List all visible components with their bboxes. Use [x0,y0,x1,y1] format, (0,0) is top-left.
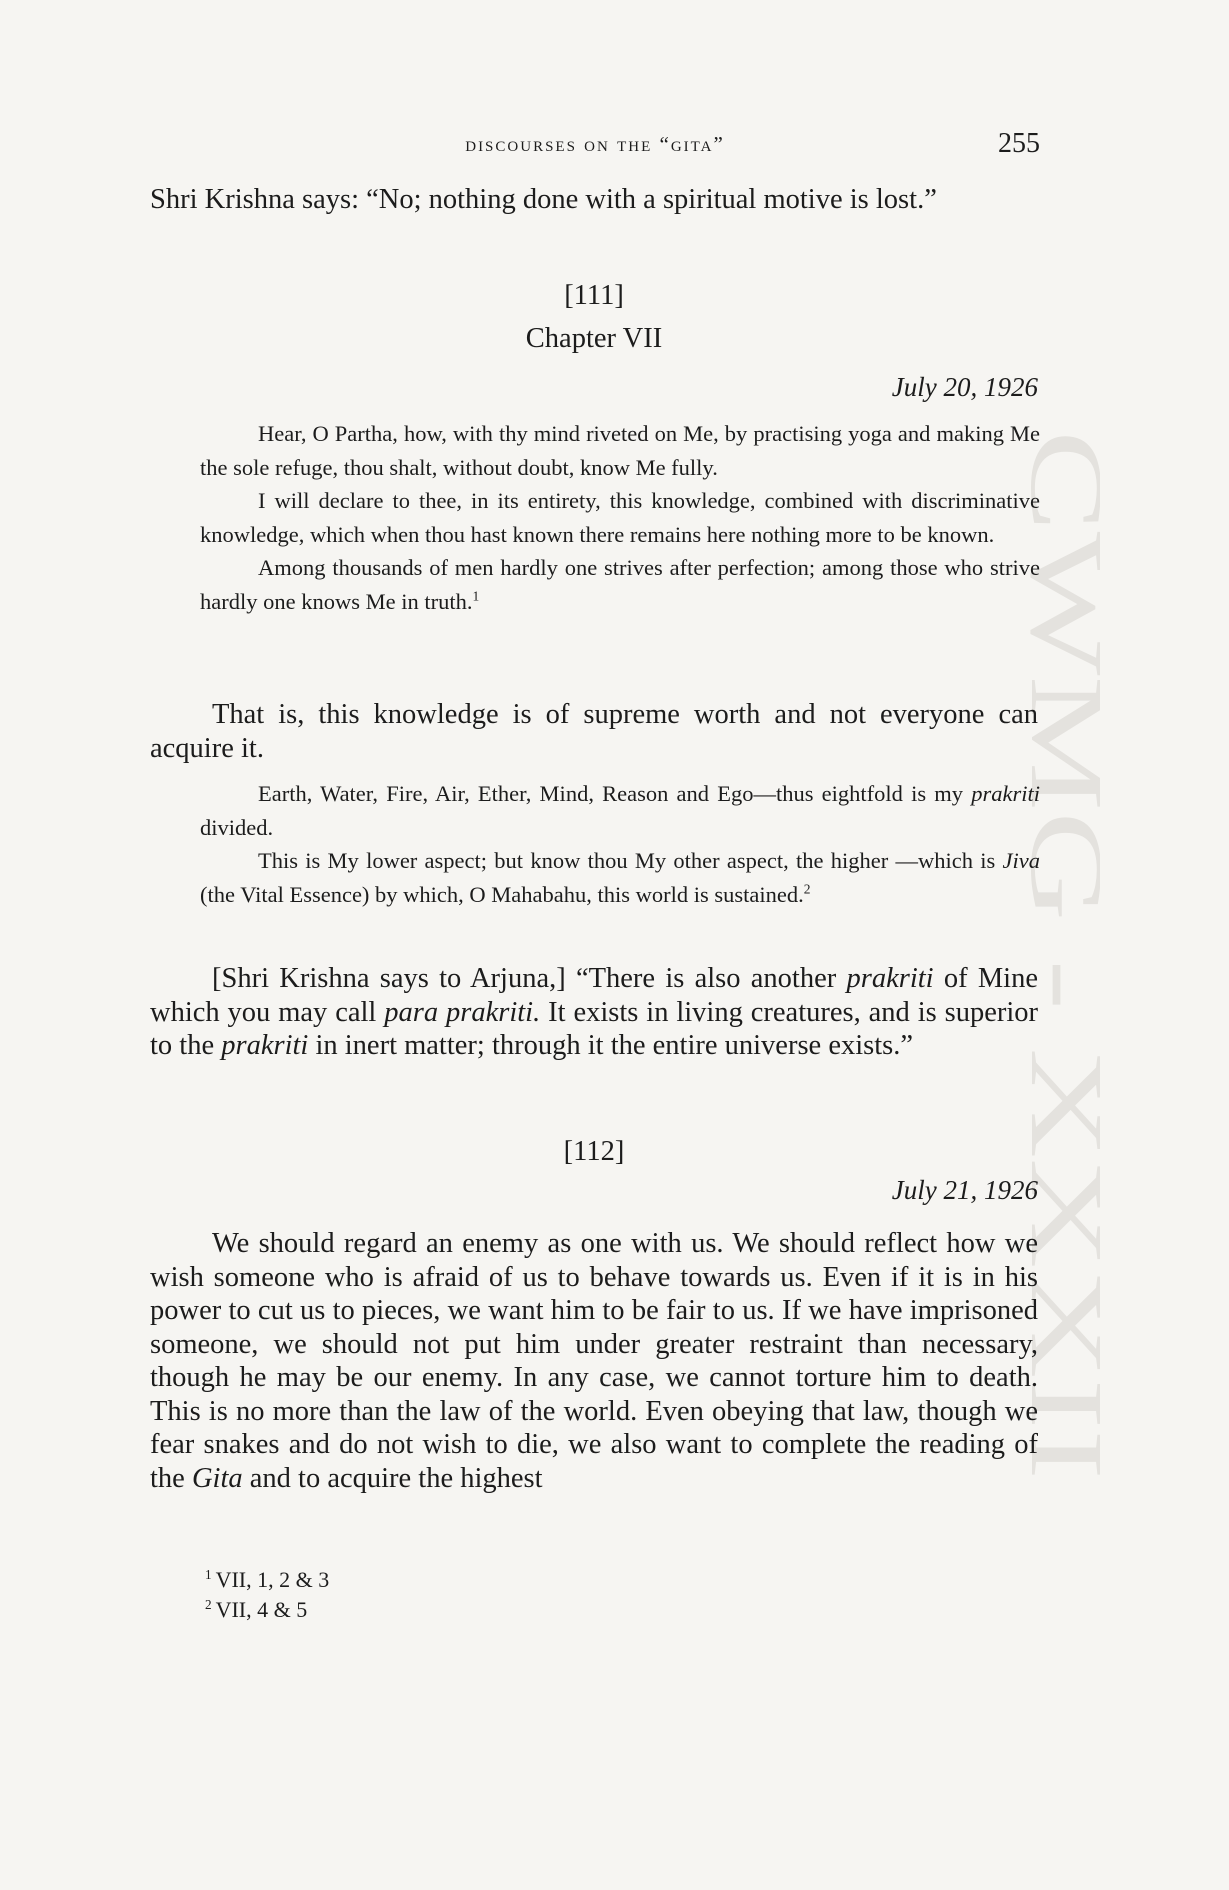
gita-quote-1 [200,417,1040,618]
footnote-1-mark: 1 [205,1566,212,1582]
footnotes [205,1565,329,1625]
gita-quote-2 [200,777,1040,911]
comment2-italic-2: para prakriti. [384,996,541,1028]
quote2-p2-a: This is My lower aspect; but know thou My other aspect, the higher —which is [258,848,1003,873]
quote2-para1 [200,777,1040,844]
quote1-para3 [200,551,1040,618]
comment-2 [150,962,1038,1063]
comment2-d: in inert matter; through it the entire universe exists.” [308,1030,914,1061]
footnote-2-text: VII, 4 & 5 [215,1597,308,1622]
footnote-2-mark: 2 [205,1596,212,1612]
quote1-para2: I will declare to thee, in its entirety, this knowledge, combined with discriminative knowledge, which when thou hast known there remains here nothing more to be known. [200,488,1040,547]
watermark-text: CWMG XXXII [1010,430,1100,1147]
comment2-c: It exists in living creatures, and is superior to the [150,996,1039,1061]
section-112-b: and to acquire the highest [242,1462,543,1494]
quote2-p2-italic: Jiva [1002,848,1040,873]
footnote-2 [205,1595,329,1625]
section-number-111: [111] [564,280,624,311]
comment2-b: of Mine which you may call [150,963,1038,1028]
section-number-112: [112] [563,1136,625,1167]
quote1-para1: Hear, O Partha, how, with thy mind riveted on Me, by practising yoga and making Me the sole refuge, thou shalt, without doubt, know Me fully. [200,421,1040,480]
opening-paragraph [150,183,1038,217]
footnote-1 [205,1565,329,1595]
section-112-a: We should regard an enemy as one with us. We should reflect how we wish someone who is afraid of us to behave towards us. Even if it is in his power to cut us to pieces, we want him to be fair to us. If we have imprisoned someone, we should not put him under greater restraint than necessary, though he may be our enemy. In any case, we cannot torture him to death. This is no more than the law of the world. Even obeying that law, though we fear snakes and do not wish to die, we also want to complete the reading of the [150,1228,1038,1494]
comment2-italic-1: prakriti [846,963,934,994]
page-number: 255 [998,128,1040,159]
footnote-ref-1: 1 [472,588,480,603]
comment2-a: [Shri Krishna says to Arjuna,] “There is also another [212,963,847,994]
quote2-p2-b: (the Vital Essence) by which, O Mahabahu, this world is sustained. [200,881,804,907]
quote2-p1-b: divided. [200,814,274,840]
section-111-date: July 20, 1926 [891,372,1038,402]
comment-1 [150,698,1038,765]
opening-text: Shri Krishna says: “No; nothing done with a spiritual motive is lost.” [150,184,937,215]
comment2-italic-3: prakriti [221,1030,309,1061]
footnote-ref-2: 2 [803,881,811,896]
running-head [150,128,1040,166]
quote2-p1-a: Earth, Water, Fire, Air, Ether, Mind, Reason and Ego—thus eightfold is my [258,781,972,806]
comment2-text [150,962,1038,1063]
running-title: discourses on the “gita” [465,132,725,156]
section-112-italic: Gita [191,1462,243,1494]
quote1-para3-text: Among thousands of men hardly one strives after perfection; among those who strive hardly one knows Me in truth. [200,555,1040,614]
chapter-title: Chapter VII [525,323,663,354]
quote2-para2 [200,844,1040,911]
section-112-text [150,1227,1038,1495]
section-112-date: July 21, 1926 [891,1175,1038,1205]
footnote-1-text: VII, 1, 2 & 3 [215,1567,330,1592]
section-112-paragraph [150,1227,1038,1495]
comment1-text: That is, this knowledge is of supreme worth and not everyone can acquire it. [150,699,1038,764]
quote2-p1-italic: prakriti [971,781,1040,806]
